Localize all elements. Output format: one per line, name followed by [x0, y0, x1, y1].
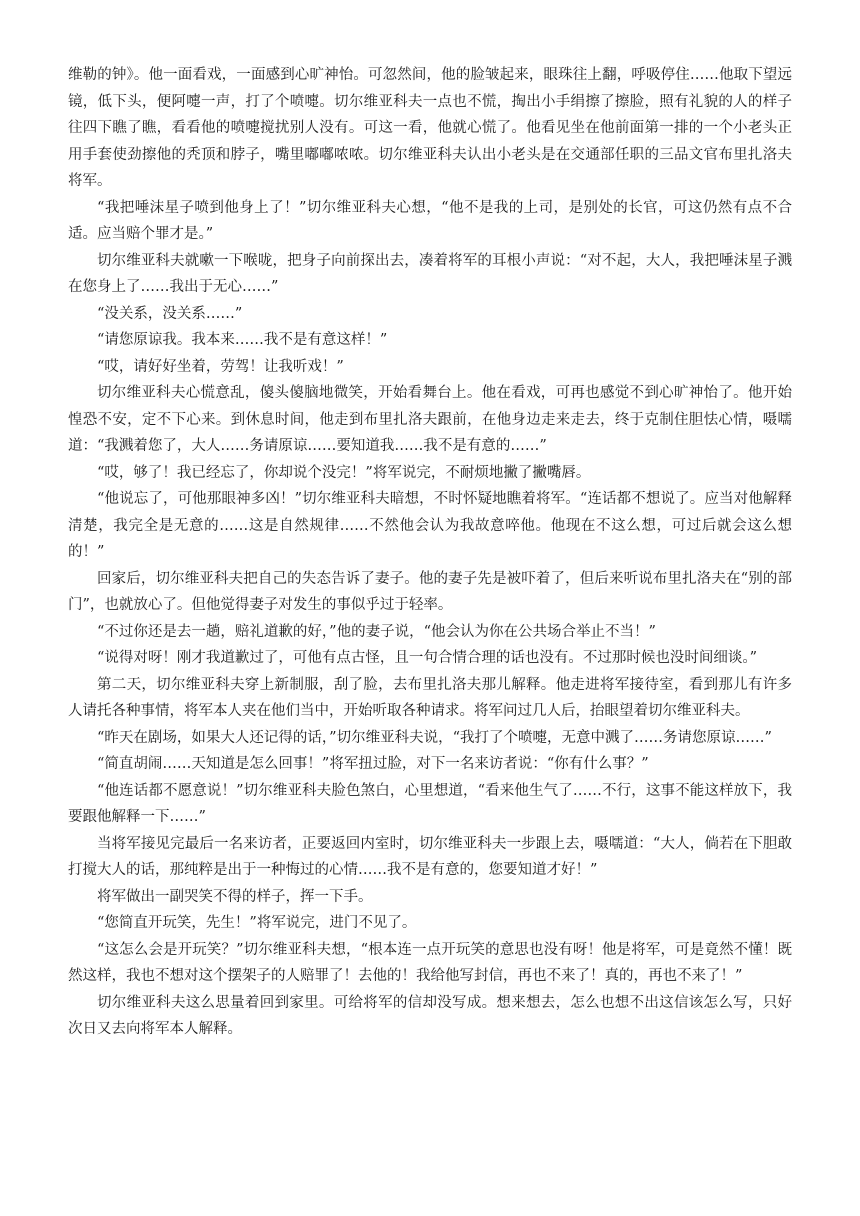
paragraph: “您简直开玩笑，先生！”将军说完，进门不见了。 — [97, 915, 417, 931]
paragraph: 将军做出一副哭笑不得的样子，挥一下手。 — [97, 888, 373, 905]
paragraph: “他连话都不愿意说！”切尔维亚科夫脸色煞白，心里想道，“看来他生气了……不行，这事不能这样放下，我要跟他解释一下……” — [68, 782, 792, 825]
document-body — [68, 62, 792, 1043]
paragraph: 维勒的钟》。他一面看戏，一面感到心旷神怡。可忽然间，他的脸皱起来，眼珠往上翻，呼吸停住……他取下望远镜，低下头，便阿嚏一声，打了个喷嚏。切尔维亚科夫一点也不慌，掏出小手绢擦了擦脸，照有礼貌的人的样子往四下瞧了瞧，看看他的喷嚏搅扰别人没有。可这一看，他就心慌了。他看见坐在他前面第一排的一个小老头正用手套使劲擦他的秃顶和脖子，嘴里嘟嘟哝哝。切尔维亚科夫认出小老头是在交通部任职的三品文官布里扎洛夫将军。 — [68, 67, 792, 189]
paragraph: 当将军接见完最后一名来访者，正要返回内室时，切尔维亚科夫一步跟上去，嗫嚅道：“大人，倘若在下胆敢打搅大人的话，那纯粹是出于一种悔过的心情……我不是有意的，您要知道才好！” — [68, 835, 792, 878]
paragraph: “这怎么会是开玩笑？”切尔维亚科夫想，“根本连一点开玩笑的意思也没有呀！他是将军，可是竟然不懂！既然这样，我也不想对这个摆架子的人赔罪了！去他的！我给他写封信，再也不来了！真的，再也不来了！” — [68, 941, 792, 984]
paragraph: 第二天，切尔维亚科夫穿上新制服，刮了脸，去布里扎洛夫那儿解释。他走进将军接待室，看到那儿有许多人请托各种事情，将军本人夹在他们当中，开始听取各种请求。将军问过几人后，抬眼望着切尔维亚科夫。 — [68, 676, 792, 719]
paragraph: “他说忘了，可他那眼神多凶！”切尔维亚科夫暗想，不时怀疑地瞧着将军。“连话都不想说了。应当对他解释清楚，我完全是无意的……这是自然规律……不然他会认为我故意啐他。他现在不这么想，可过后就会这么想的！” — [68, 491, 792, 560]
paragraph: “哎，够了！我已经忘了，你却说个没完！”将军说完，不耐烦地撇了撇嘴唇。 — [97, 464, 591, 481]
paragraph: “没关系，没关系……” — [97, 305, 243, 322]
paragraph: “不过你还是去一趟，赔礼道歉的好，”他的妻子说，“他会认为你在公共场合举止不当！” — [97, 623, 656, 640]
paragraph: “简直胡闹……天知道是怎么回事！”将军扭过脸，对下一名来访者说：“你有什么事？” — [97, 756, 649, 772]
paragraph: 回家后，切尔维亚科夫把自己的失态告诉了妻子。他的妻子先是被吓着了，但后来听说布里扎洛夫在“别的部门”，也就放心了。但他觉得妻子对发生的事似乎过于轻率。 — [68, 570, 792, 613]
paragraph: 切尔维亚科夫就嗽一下喉咙，把身子向前探出去，凑着将军的耳根小声说：“对不起，大人，我把唾沫星子溅在您身上了……我出于无心……” — [68, 252, 792, 295]
paragraph: 切尔维亚科夫心慌意乱，傻头傻脑地微笑，开始看舞台上。他在看戏，可再也感觉不到心旷神怡了。他开始惶恐不安，定不下心来。到休息时间，他走到布里扎洛夫跟前，在他身边走来走去，终于克制住胆怯心情，嗫嚅道：“我溅着您了，大人……务请原谅……要知道我……我不是有意的……” — [68, 385, 792, 454]
paragraph: “请您原谅我。我本来……我不是有意这样！” — [97, 332, 388, 348]
paragraph: “说得对呀！刚才我道歉过了，可他有点古怪，且一句合情合理的话也没有。不过那时候也没时间细谈。” — [97, 650, 758, 666]
paragraph: “哎，请好好坐着，劳驾！让我听戏！” — [97, 358, 344, 375]
paragraph: “我把唾沫星子喷到他身上了！”切尔维亚科夫心想，“他不是我的上司，是别处的长官，可这仍然有点不合适。应当赔个罪才是。” — [68, 199, 792, 242]
paragraph: 切尔维亚科夫这么思量着回到家里。可给将军的信却没写成。想来想去，怎么也想不出这信该怎么写，只好次日又去向将军本人解释。 — [68, 994, 792, 1037]
paragraph: “昨天在剧场，如果大人还记得的话，”切尔维亚科夫说，“我打了个喷嚏，无意中溅了……务请您原谅……” — [97, 729, 772, 746]
